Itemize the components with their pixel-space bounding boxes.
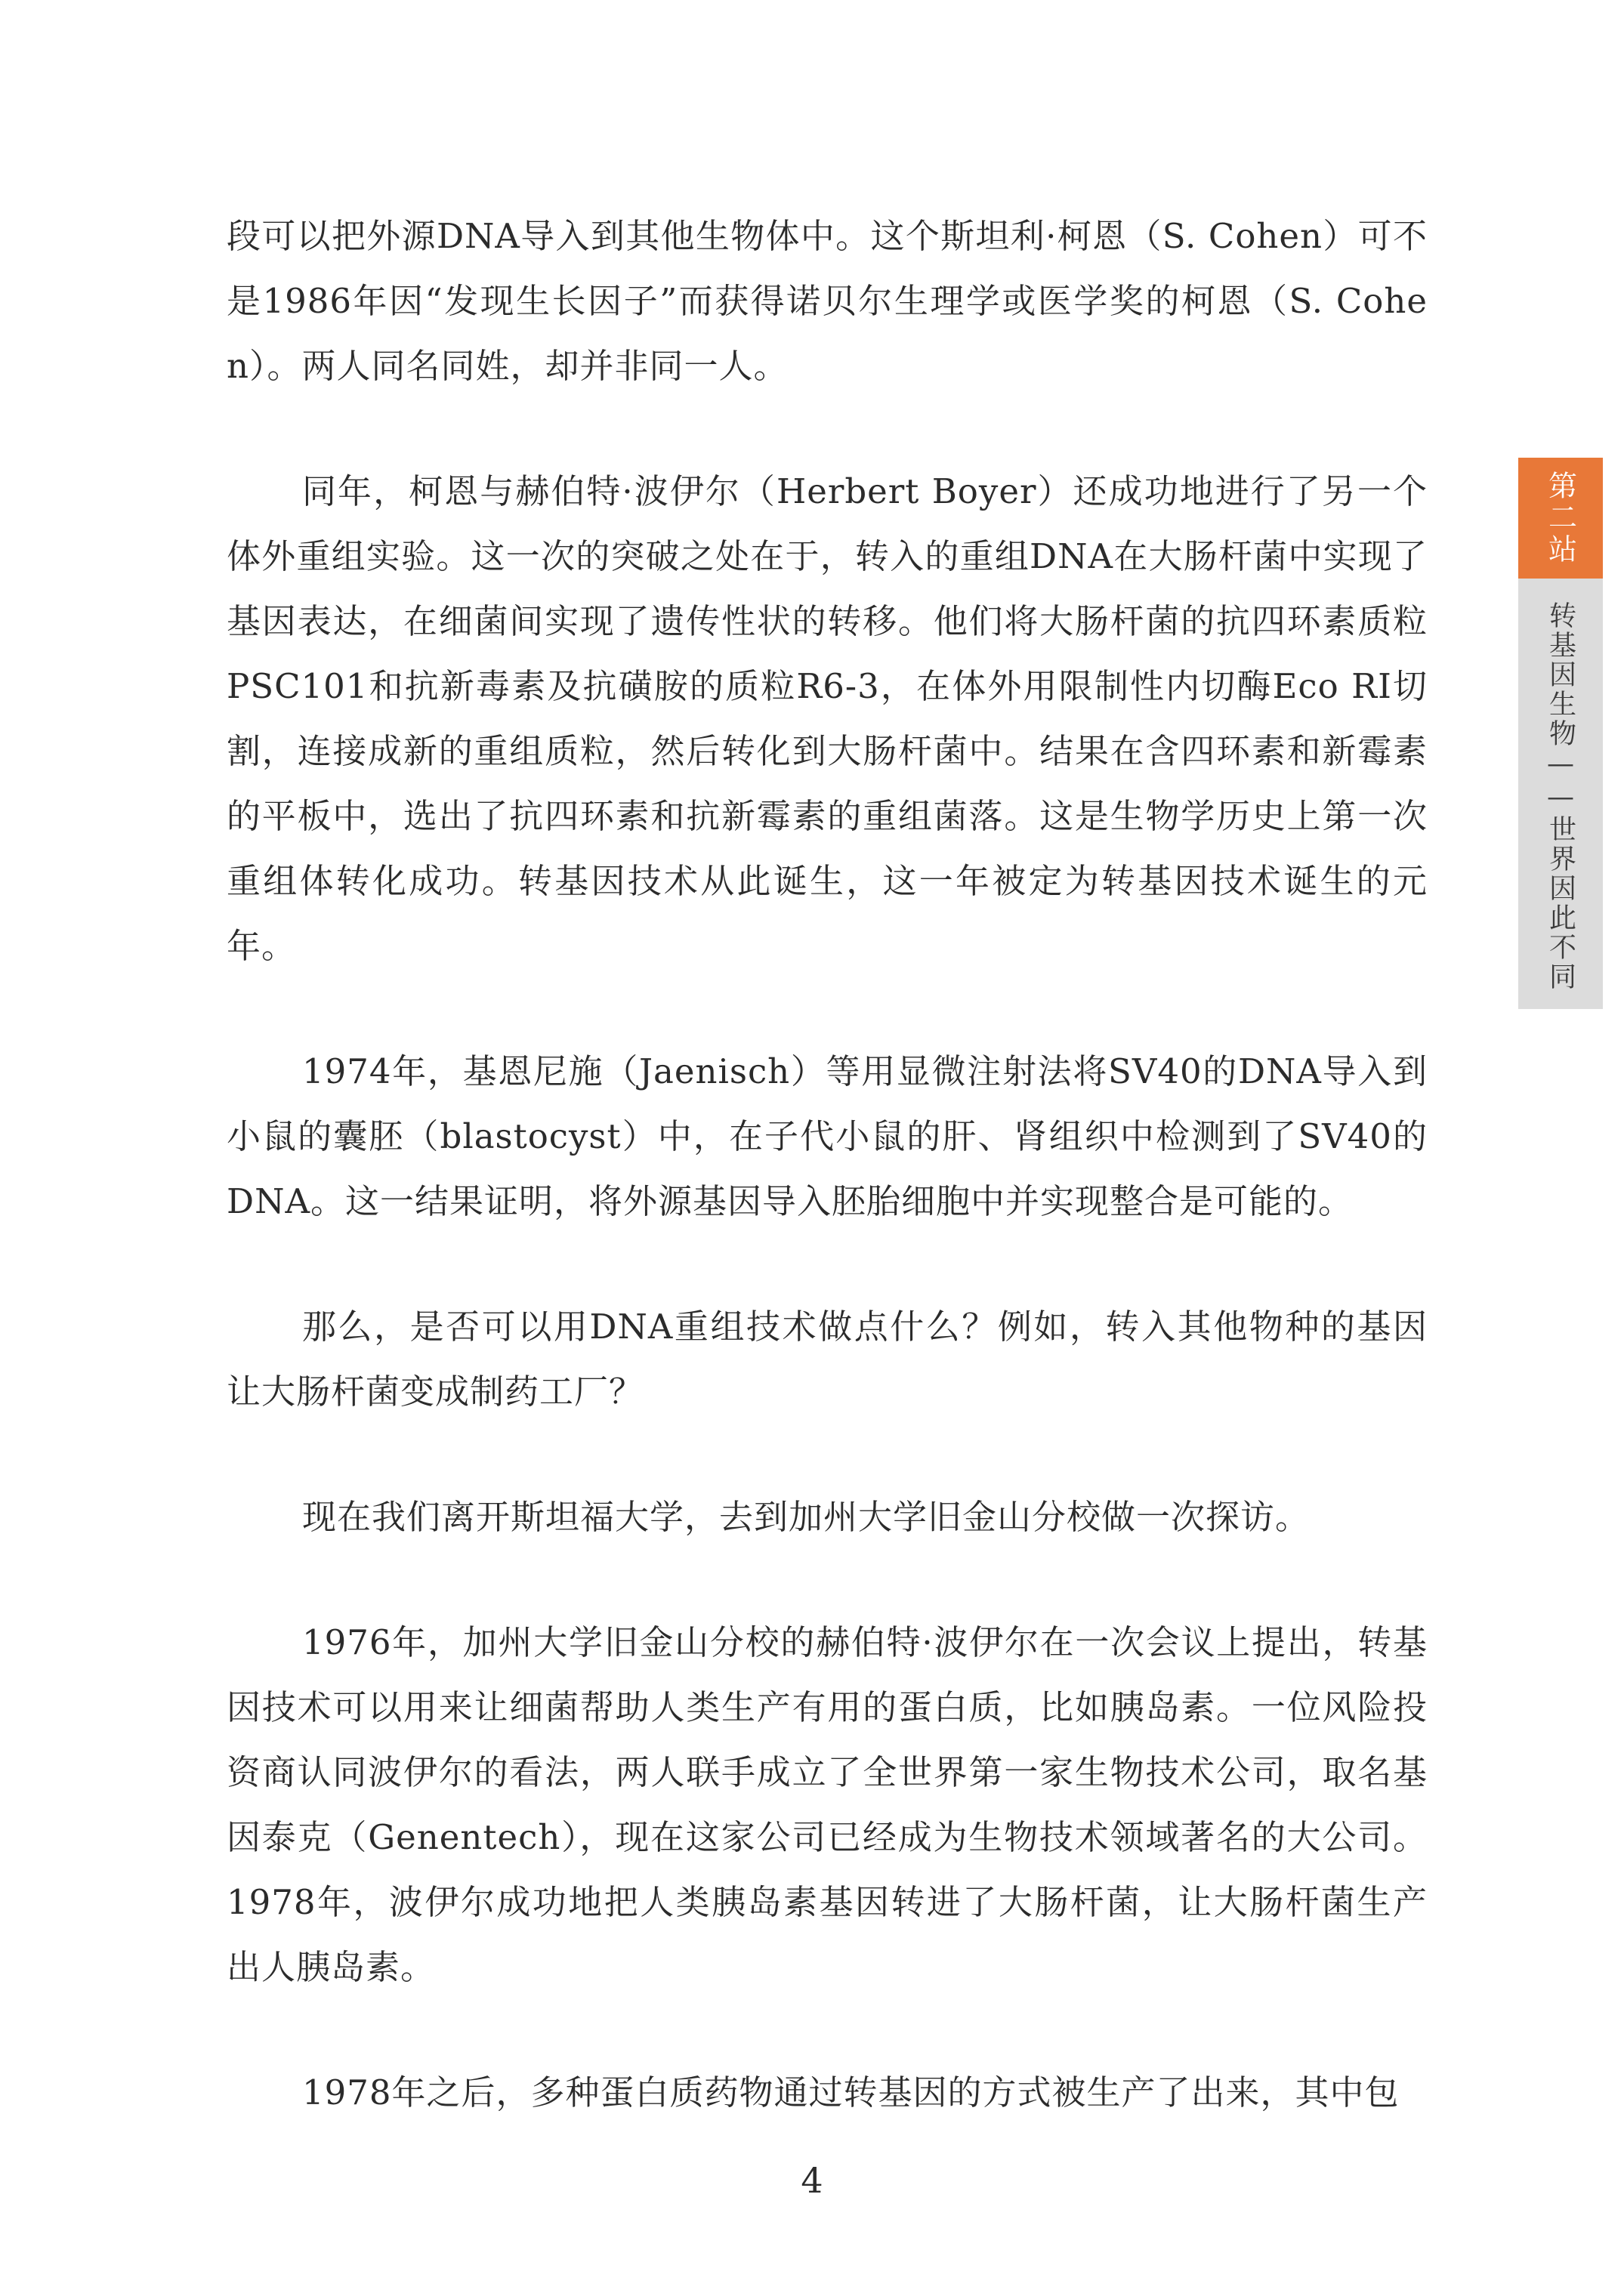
page-number: 4 — [801, 2160, 823, 2201]
paragraph-5: 现在我们离开斯坦福大学，去到加州大学旧金山分校做一次探访。 — [302, 1497, 1311, 1537]
paragraph-6: 1976年，加州大学旧金山分校的赫伯特·波伊尔在一次会议上提出，转基因技术可以用来让细菌帮助人类生产有用的蛋白质，比如胰岛素。一位风险投资商认同波伊尔的看法，两人联手成立了全世界第一家生物技术公司，取名基因泰克（Genentech），现在这家公司已经成为生物技术领域著名的大公司。1978年，波伊尔成功地把人类胰岛素基因转进了大肠杆菌，让大肠杆菌生产出人胰岛素。 — [227, 1622, 1428, 1987]
paragraph-4: 那么，是否可以用DNA重组技术做点什么？例如，转入其他物种的基因让大肠杆菌变成制药工厂？ — [227, 1307, 1428, 1412]
paragraph-3: 1974年，基恩尼施（Jaenisch）等用显微注射法将SV40的DNA导入到小鼠的囊胚（blastocyst）中，在子代小鼠的肝、肾组织中检测到了SV40的DNA。这一结果证明，将外源基因导入胚胎细胞中并实现整合是可能的。 — [227, 1051, 1428, 1221]
section-label-box — [1518, 458, 1603, 579]
chapter-side-tab — [1518, 458, 1603, 1009]
chapter-title: 转基因生物——世界因此不同 — [1545, 601, 1576, 992]
section-label: 第二站 — [1543, 471, 1577, 566]
body-text — [227, 204, 1428, 2125]
paragraph-7: 1978年之后，多种蛋白质药物通过转基因的方式被生产了出来，其中包 — [302, 2072, 1400, 2112]
paragraph-1: 段可以把外源DNA导入到其他生物体中。这个斯坦利·柯恩（S. Cohen）可不是1986年因“发现生长因子”而获得诺贝尔生理学或医学奖的柯恩（S. Cohen）。两人同名同姓，却并非同一人。 — [227, 216, 1428, 386]
paragraph-2: 同年，柯恩与赫伯特·波伊尔（Herbert Boyer）还成功地进行了另一个体外重组实验。这一次的突破之处在于，转入的重组DNA在大肠杆菌中实现了基因表达，在细菌间实现了遗传性状的转移。他们将大肠杆菌的抗四环素质粒PSC101和抗新毒素及抗磺胺的质粒R6-3，在体外用限制性内切酶Eco RI切割，连接成新的重组质粒，然后转化到大肠杆菌中。结果在含四环素和新霉素的平板中，选出了抗四环素和抗新霉素的重组菌落。这是生物学历史上第一次重组体转化成功。转基因技术从此诞生，这一年被定为转基因技术诞生的元年。 — [227, 471, 1428, 966]
chapter-title-box — [1518, 579, 1603, 1009]
